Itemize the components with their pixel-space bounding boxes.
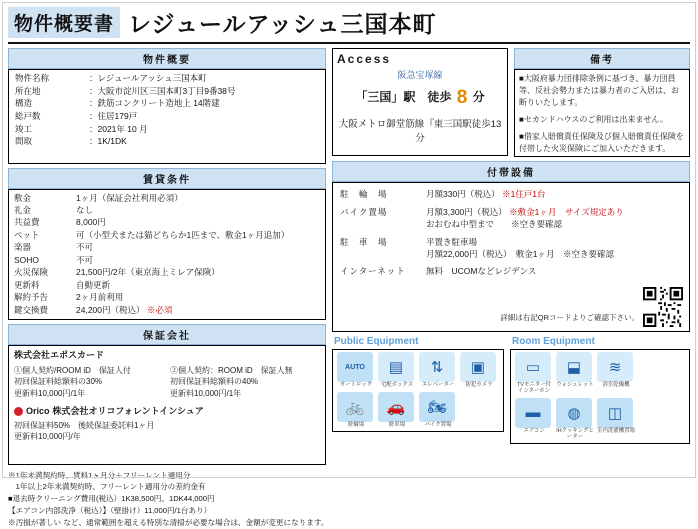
orico-company: 株式会社オリコフォレントインシュア (52, 405, 204, 416)
section-rent-label: 賃貸条件 (8, 168, 326, 189)
access-title: Access (337, 52, 392, 66)
rent-value-text: 24,200円（税込） (76, 304, 145, 315)
overview-value: ：住居179戸 (89, 110, 138, 121)
guarantee-box (8, 345, 326, 465)
overview-key: 総戸数 (15, 110, 41, 121)
guarantee-plan-1 (14, 365, 164, 400)
equipment-caption: オートロック (339, 382, 373, 388)
rent-value: なし (76, 204, 94, 215)
remarks-section (514, 48, 690, 157)
footnote-item: ※汚損が著しい など、通常範囲を超える特別な清掃が必要な場合は、金額が変更になります。 (8, 517, 329, 527)
ih-stove-glyph: ◍ (567, 404, 581, 422)
camera-glyph: ▣ (470, 359, 486, 376)
aircon-icon (515, 398, 551, 428)
rent-value: 2ヶ月前利用 (76, 292, 124, 303)
facility-value-text: 月額3,300円（税込） (426, 206, 507, 217)
rent-value (74, 304, 322, 316)
rent-key: 鍵交換費 (14, 304, 49, 315)
footnote-item: ※1年未満契約時、賃料1ヶ月分＋フリーレント適用分 (8, 470, 191, 480)
overview-key: 竣工 (15, 123, 33, 134)
table-row (12, 254, 322, 266)
guarantee-section (8, 324, 326, 465)
guarantee-plan-2 (170, 365, 320, 400)
overview-value: ：2021年 10 月 (89, 123, 148, 134)
delivery-box-icon (378, 352, 414, 382)
equipment-item (337, 352, 375, 389)
overview-value: ：鉄筋コンクリート造地上 14階建 (89, 98, 220, 109)
table-row (13, 123, 321, 136)
rent-key: SOHO (14, 254, 40, 265)
public-equipment (332, 336, 504, 444)
equipment-caption: 宅配ボックス (380, 382, 414, 388)
footnote-item: 【エアコン内部洗浄（税込）】（壁掛け）11,000円/1台あり） (8, 505, 212, 515)
bath-dryer-icon (597, 352, 633, 382)
equipment-item (515, 352, 553, 395)
auto-lock-icon (337, 352, 373, 382)
rent-section (8, 168, 326, 320)
page-title: レジュールアッシュ三国本町 (128, 11, 437, 37)
facility-note: ※1住戸1台 (502, 189, 546, 199)
access-station (337, 87, 503, 109)
equipment-item (419, 352, 457, 389)
delivery-box-glyph: ▤ (388, 359, 404, 376)
access-box (332, 48, 508, 156)
facility-value-text: 月額330円（税込） (426, 189, 500, 199)
public-equipment-title: Public Equipment (334, 336, 419, 347)
ih-stove-icon (556, 398, 592, 428)
table-row (13, 110, 321, 123)
main-columns (8, 48, 690, 465)
rent-value: 自動更新 (76, 279, 111, 290)
section-overview-label: 物件概要 (8, 48, 326, 69)
facilities-section (332, 161, 690, 332)
qr-note: 詳細は右記QRコードよりご確認下さい。 (500, 313, 639, 323)
rent-value: 不可 (76, 242, 94, 253)
remark-item: ■セカンドハウスのご利用は出来ません。 (519, 115, 668, 124)
washlet-glyph: ⬓ (566, 359, 582, 376)
access-minutes-unit: 分 (472, 90, 485, 104)
rent-value: 1ヶ月（保証会社利用必須） (76, 192, 183, 203)
rent-value: 不可 (76, 254, 94, 265)
rent-value: 8,000円 (76, 217, 106, 228)
guarantee-company: 株式会社エポスカード (14, 349, 105, 360)
guarantee-plan-1-line: ①個人契約/ROOM iD 保証人付 (14, 365, 131, 375)
overview-value: ：レジュールアッシュ三国本町 (89, 73, 207, 83)
rent-value-note: ※必須 (146, 304, 173, 315)
room-equipment-title: Room Equipment (512, 336, 595, 347)
washer-glyph: ◫ (607, 404, 623, 422)
overview-key: 構造 (15, 98, 33, 109)
table-row (12, 204, 322, 216)
overview-key: 物件名称 (15, 73, 50, 83)
elevator-icon (419, 352, 455, 382)
auto-lock-glyph: AUTO (345, 363, 365, 371)
facility-note: ※敷金1ヶ月 サイズ規定あり (509, 206, 624, 217)
facilities-box (332, 182, 690, 332)
equipment-caption: 駐輪場 (347, 421, 365, 428)
facility-value: 無料 UCOMなどレジデンス (426, 266, 537, 277)
remark-item: ■借家人賠償責任保険及び個人賠償責任保険を付帯した火災保険にご加入いただきます。 (519, 132, 684, 153)
bicycle-glyph: 🚲 (345, 398, 365, 416)
qr-code-icon (643, 287, 683, 327)
car-parking-icon (378, 392, 414, 422)
equipment-section (332, 336, 690, 444)
header-badge: 物件概要書 (8, 7, 120, 38)
rent-key: 共益費 (14, 217, 40, 228)
elevator-glyph: ⇅ (430, 359, 444, 376)
orico-line: 更新料10,000円/年 (14, 432, 81, 442)
access-subline: 大阪メトロ御堂筋線『東三国駅徒歩13分 (338, 119, 502, 144)
facility-value (424, 204, 684, 234)
right-column (332, 48, 690, 465)
table-row (338, 234, 684, 264)
access-section (332, 48, 508, 157)
access-station-text: 「三国」駅 徒歩 (355, 90, 452, 104)
table-row (338, 263, 684, 281)
aircon-glyph: ▬ (525, 404, 541, 422)
document-header (8, 6, 690, 44)
tv-intercom-glyph: ▭ (525, 359, 541, 376)
tv-intercom-icon (515, 352, 551, 382)
guarantee-plan-2-line: ②個人契約：ROOM iD 保証人無 (170, 365, 293, 375)
table-row (12, 279, 322, 291)
rent-key: 楽器 (14, 242, 32, 253)
bicycle-parking-icon (337, 392, 373, 422)
rent-key: 礼金 (14, 204, 32, 215)
rent-table (8, 189, 326, 320)
guarantee-plan-1-line: 更新料10,000円/1年 (14, 388, 86, 398)
overview-key: 所在地 (15, 85, 41, 96)
facility-value-text: 平置き駐車場 (426, 236, 478, 247)
equipment-caption: ウォシュレット (556, 382, 594, 388)
table-row (338, 204, 684, 234)
guarantee-plan-2-line: 初回保証料総額料の40% (170, 377, 259, 387)
facility-key: 駐 輪 場 (340, 189, 388, 199)
facility-value (424, 186, 684, 204)
equipment-caption: エレベーター (421, 382, 455, 388)
orico-row (14, 405, 320, 418)
bike-glyph: 🏍 (427, 398, 447, 416)
guarantee-plan-1-line: 初回保証料総額料の30% (14, 377, 103, 387)
table-row (12, 192, 322, 204)
equipment-item (337, 392, 375, 429)
footnote-item: 1年以上2年未満契約時、フリーレント適用分の差約金有 (8, 482, 206, 492)
section-remarks-label: 備考 (514, 48, 690, 69)
bath-dryer-glyph: ≋ (608, 359, 622, 376)
overview-value: ：大阪市淀川区三国本町3丁目9番38号 (89, 85, 236, 96)
overview-key: 間取 (15, 136, 33, 147)
rent-key: ペット (14, 229, 40, 240)
equipment-caption: 防犯カメラ (465, 382, 493, 388)
car-glyph: 🚗 (386, 398, 406, 416)
table-row (12, 304, 322, 316)
equipment-caption: エアコン (523, 427, 545, 434)
table-row (12, 267, 322, 279)
equipment-item (378, 392, 416, 429)
overview-table (8, 69, 326, 164)
rent-key: 火災保険 (14, 267, 49, 278)
equipment-item (597, 398, 635, 441)
rent-value: 可（小型犬または猫どちらか1匹まで、敷金1ヶ月追加） (76, 229, 290, 240)
equipment-item (515, 398, 553, 441)
table-row (13, 85, 321, 98)
table-row (12, 292, 322, 304)
table-row (13, 135, 321, 148)
overview-value: ：1K/1DK (89, 136, 127, 147)
table-row (12, 242, 322, 254)
access-minutes: 8 (456, 87, 468, 108)
orico-logo-icon (14, 407, 23, 416)
section-guarantee-label: 保証会社 (8, 324, 326, 345)
bike-parking-icon (419, 392, 455, 422)
equipment-caption: 浴室乾燥機 (602, 382, 630, 388)
washlet-icon (556, 352, 592, 382)
guarantee-plan-2-line: 更新料10,000円/1年 (170, 388, 242, 398)
camera-icon (460, 352, 496, 382)
table-row (12, 229, 322, 241)
washer-space-icon (597, 398, 633, 428)
facility-key: 駐 車 場 (340, 236, 388, 247)
equipment-caption: 室内洗濯機置場 (597, 427, 635, 434)
rent-key: 敷金 (14, 192, 32, 203)
remarks-box (514, 69, 690, 157)
facility-value-sub: 月額22,000円（税込） 敷金1ヶ月 ※空き要確認 (426, 248, 614, 259)
equipment-item (556, 352, 594, 395)
left-column (8, 48, 326, 465)
equipment-caption: IHクッキングヒーター (556, 427, 594, 440)
equipment-item (556, 398, 594, 441)
table-row (12, 217, 322, 229)
section-facilities-label: 付帯設備 (332, 161, 690, 182)
rent-key: 更新料 (14, 279, 40, 290)
orico-brand: Orico (26, 405, 50, 416)
access-line: 阪急宝塚線 (397, 70, 443, 80)
remark-item: ■大阪府暴力団排除条例に基づき、暴力団員等、反社会勢力または暴力者のご入居は、お断りいたします。 (519, 74, 679, 107)
facility-key: バイク置場 (340, 206, 388, 217)
room-equipment (510, 336, 690, 444)
equipment-item (419, 392, 457, 429)
equipment-caption: TVモニター付インターホン (517, 382, 551, 394)
table-row (13, 97, 321, 110)
footnotes (8, 470, 690, 529)
table-row (338, 186, 684, 204)
rent-key: 解約予告 (14, 292, 49, 303)
table-row (13, 72, 321, 85)
equipment-item (597, 352, 635, 395)
equipment-item (378, 352, 416, 389)
equipment-item (460, 352, 498, 389)
rent-value: 21,500円/2年（東京海上ミレア保険） (76, 267, 220, 278)
footnote-item: ■退去時クリーニング費用(税込）1K38,500円、1DK44,000円 (8, 494, 215, 504)
equipment-caption: 駐車場 (388, 421, 406, 428)
facility-key: インターネット (340, 266, 406, 277)
facility-value-sub: おおむね中型まで ※空き要確認 (426, 218, 563, 229)
facility-value (424, 234, 684, 264)
equipment-caption: バイク置場 (424, 421, 452, 428)
orico-line: 初回保証料50% 後続保証委託料1ヶ月 (14, 420, 155, 430)
